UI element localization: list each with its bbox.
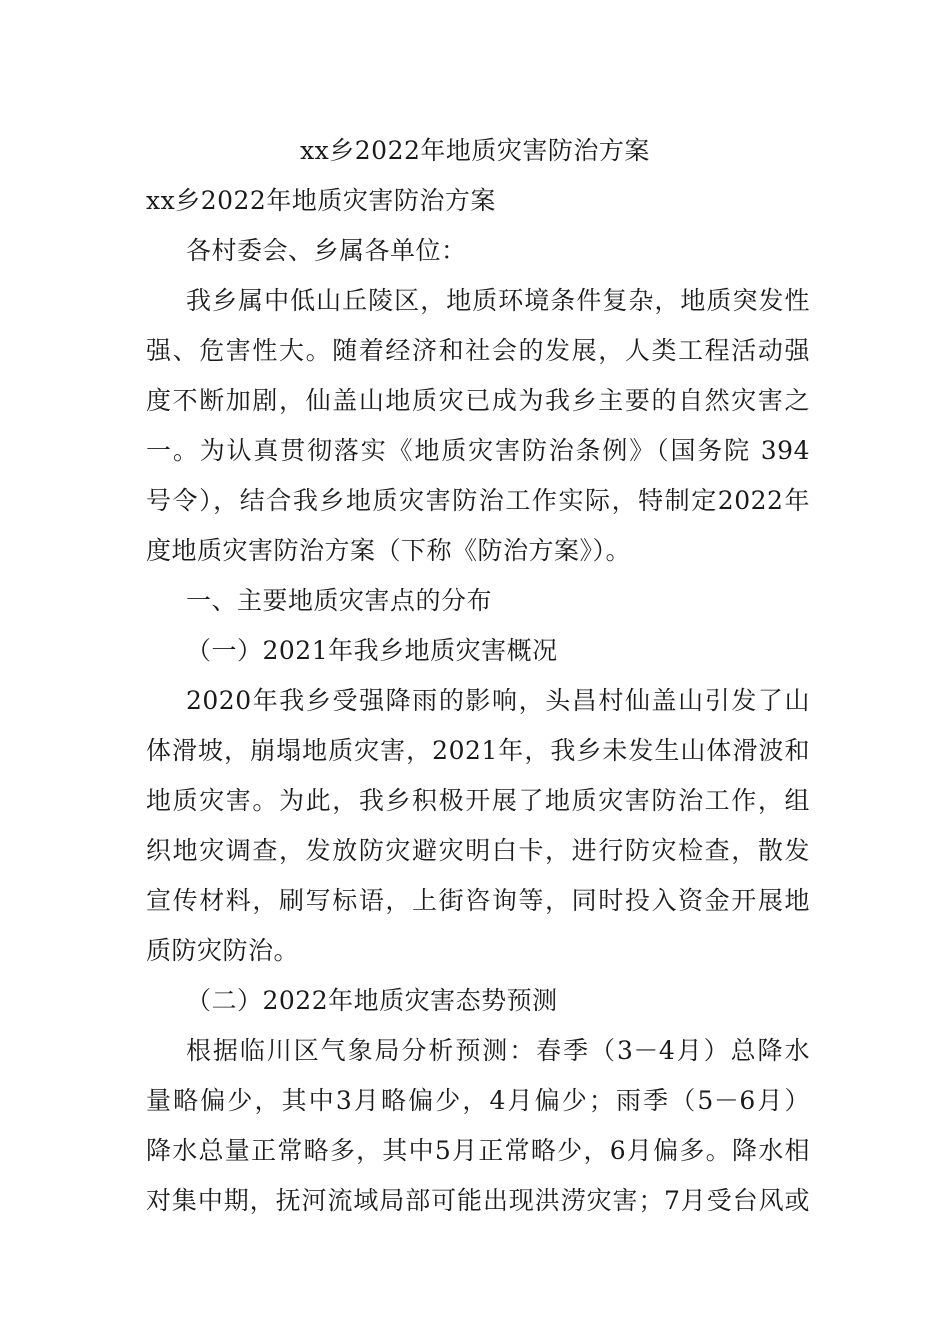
paragraph-line: 强、危害性大。随着经济和社会的发展，人类工程活动强 <box>146 336 810 365</box>
subsection-heading: （二）2022年地质灾害态势预测 <box>186 986 558 1015</box>
paragraph-line: 度不断加剧，仙盖山地质灾已成为我乡主要的自然灾害之 <box>146 386 810 415</box>
paragraph-line: 一。为认真贯彻落实《地质灾害防治条例》（国务院 394 <box>146 436 810 465</box>
salutation: 各村委会、乡属各单位： <box>186 236 467 265</box>
paragraph-line: 织地灾调查，发放防灾避灾明白卡，进行防灾检查，散发 <box>146 836 810 865</box>
paragraph-line: 我乡属中低山丘陵区，地质环境条件复杂，地质突发性 <box>186 286 810 315</box>
document-subtitle: xx乡2022年地质灾害防治方案 <box>146 186 496 215</box>
paragraph-line: 质防灾防治。 <box>146 936 300 965</box>
paragraph-line: 对集中期，抚河流域局部可能出现洪涝灾害；7月受台风或 <box>146 1186 810 1215</box>
paragraph-line: 降水总量正常略多，其中5月正常略少，6月偏多。降水相 <box>146 1136 810 1165</box>
document-title: xx乡2022年地质灾害防治方案 <box>300 136 650 165</box>
section-heading: 一、主要地质灾害点的分布 <box>186 586 493 615</box>
paragraph-line: 度地质灾害防治方案（下称《防治方案》）。 <box>146 536 632 565</box>
paragraph-line: 2020年我乡受强降雨的影响，头昌村仙盖山引发了山 <box>186 686 810 715</box>
paragraph-line: 地质灾害。为此，我乡积极开展了地质灾害防治工作，组 <box>146 786 810 815</box>
paragraph-line: 量略偏少，其中3月略偏少，4月偏少；雨季（5－6月） <box>146 1086 810 1115</box>
paragraph-line: 宣传材料，刷写标语，上街咨询等，同时投入资金开展地 <box>146 886 810 915</box>
subsection-heading: （一）2021年我乡地质灾害概况 <box>186 636 558 665</box>
paragraph-line: 体滑坡，崩塌地质灾害，2021年，我乡未发生山体滑波和 <box>146 736 810 765</box>
paragraph-line: 根据临川区气象局分析预测：春季（3－4月）总降水 <box>186 1036 810 1065</box>
paragraph-line: 号令），结合我乡地质灾害防治工作实际，特制定2022年 <box>146 486 810 515</box>
